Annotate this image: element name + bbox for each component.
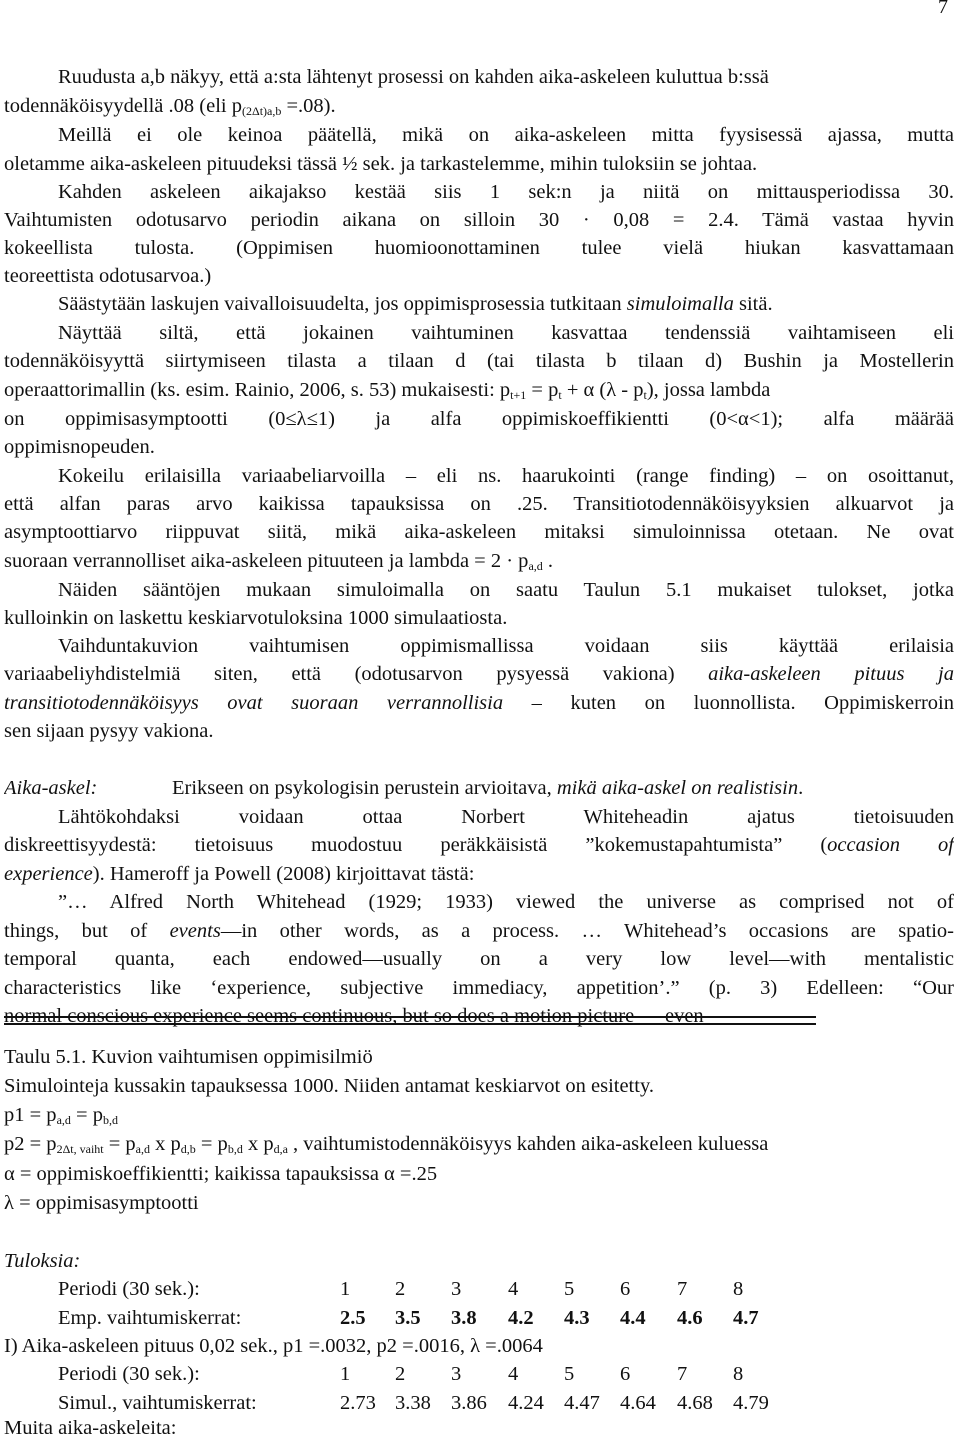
table-cell: 4.7 (733, 1307, 759, 1329)
text-line: että alfan paras arvo kaikissa tapauksissa on .25. Transitiotodennäköisyyksien alkuarvot ja (4, 493, 954, 515)
double-rule-top (4, 1016, 816, 1018)
table-cell: 4.79 (733, 1392, 769, 1414)
table-cell: 1 (340, 1363, 351, 1385)
text-line: todennäköisyyttä siirtymiseen tilasta a tilaan d (tai tilasta b tilaan d) Bushin ja Mostellerin (4, 350, 954, 372)
table-cell: 3.8 (451, 1307, 477, 1329)
table-cell: 5 (564, 1278, 575, 1300)
table-cell: 4.6 (677, 1307, 703, 1329)
quote-line: normal conscious experience seems continuous, but so does a motion picture — even (4, 1005, 704, 1027)
text-line: Näyttää siltä, että jokainen vaihtuminen kasvattaa tendenssiä vaihtamiseen eli (58, 322, 954, 344)
text-line: on oppimisasymptootti (0≤λ≤1) ja alfa oppimiskoeffikientti (0<α<1); alfa määrää (4, 408, 954, 430)
table-cell: 2.5 (340, 1307, 366, 1329)
table-cell: 3.38 (395, 1392, 431, 1414)
text-line: $p1 = p_{a,d} = p_{b,d}$ (4, 1104, 118, 1127)
row-label: Periodi (30 sek.): (58, 1278, 200, 1300)
text-line: oppimisnopeuden. (4, 436, 155, 458)
table-cell: 4 (508, 1363, 519, 1385)
table-cell: 8 (733, 1363, 744, 1385)
table-cell: 4.47 (564, 1392, 600, 1414)
text-line: asymptoottiarvo riippuvat siitä, mikä aika-askeleen mitaksi simuloinnissa otetaan. Ne ovat (4, 521, 954, 543)
table-cell: 2 (395, 1278, 406, 1300)
text-line: α = oppimiskoeffikientti; kaikissa tapauksissa α =.25 (4, 1163, 438, 1185)
table-cell: 3 (451, 1278, 462, 1300)
text-line: variaabeliyhdistelmiä siten, että (odotusarvon pysyessä vakiona) aika-askeleen pituus ja (4, 663, 954, 685)
row-label: Periodi (30 sek.): (58, 1363, 200, 1385)
results-heading: Tuloksia: (4, 1250, 81, 1272)
text-line: transitiotodennäköisyys ovat suoraan verrannollisia – kuten on luonnollista. Oppimiskerroin (4, 692, 954, 714)
text-line: Ruudusta a,b näkyy, että a:sta lähtenyt prosessi on kahden aika-askeleen kuluttua b:ssä (58, 66, 769, 88)
text-line: Meillä ei ole keinoa päätellä, mikä on aika-askeleen mitta fyysisessä ajassa, mutta (58, 124, 954, 146)
table-cell: 3.5 (395, 1307, 421, 1329)
table-cell: 4.24 (508, 1392, 544, 1414)
text-line: Säästytään laskujen vaivalloisuudelta, jos oppimisprosessia tutkitaan simuloimalla sitä. (58, 293, 773, 315)
table-cell: 7 (677, 1278, 688, 1300)
text-line: Erikseen on psykologisin perustein arvioitava, mikä aika-askel on realistisin. (172, 777, 804, 799)
table-cell: 4 (508, 1278, 519, 1300)
table-cell: 6 (620, 1363, 631, 1385)
text-line: operaattorimallin (ks. esim. Rainio, 2006, s. 53) mukaisesti: $p_{t+1} = p_t + \alpha$ $(\lambda - p_t)$, jossa lambda (4, 379, 771, 402)
row-label: Emp. vaihtumiskerrat: (58, 1307, 242, 1329)
text-line: Vaihduntakuvion vaihtumisen oppimismallissa voidaan siis käyttää erilaisia (58, 635, 954, 657)
table-cell: 4.2 (508, 1307, 534, 1329)
text-line: Näiden sääntöjen mukaan simuloimalla on saatu Taulun 5.1 mukaiset tulokset, jotka (58, 579, 954, 601)
text-line: I) Aika-askeleen pituus 0,02 sek., p1 =.0032, p2 =.0016, λ =.0064 (4, 1335, 543, 1357)
text-line: Simulointeja kussakin tapauksessa 1000. Niiden antamat keskiarvot on esitetty. (4, 1075, 654, 1097)
page-number: 7 (938, 0, 948, 18)
text-line: diskreettisyydestä: tietoisuus muodostuu peräkkäisistä ”kokemustapahtumista” (occasion of (4, 834, 954, 856)
text-line: Lähtökohdaksi voidaan ottaa Norbert Whiteheadin ajatus tietoisuuden (58, 806, 954, 828)
table-cell: 4.3 (564, 1307, 590, 1329)
table-cell: 8 (733, 1278, 744, 1300)
quote-line: things, but of events—in other words, as a process. … Whitehead’s occasions are spatio- (4, 920, 954, 942)
text-line: kulloinkin on laskettu keskiarvotuloksina 1000 simulaatiosta. (4, 607, 508, 629)
text-line: Kahden askeleen aikajakso kestää siis 1 sek:n ja niitä on mittausperiodissa 30. (58, 181, 954, 203)
table-cell: 7 (677, 1363, 688, 1385)
text-line: λ = oppimisasymptootti (4, 1192, 199, 1214)
table-cell: 1 (340, 1278, 351, 1300)
text-line: sen sijaan pysyy vakiona. (4, 720, 214, 742)
text-line: oletamme aika-askeleen pituudeksi tässä ½ sek. ja tarkastelemme, mihin tuloksiin se johtaa. (4, 153, 758, 175)
table-caption: Taulu 5.1. Kuvion vaihtumisen oppimisilmiö (4, 1046, 373, 1068)
quote-line: characteristics like ‘experience, subjective immediacy, appetition’.” (p. 3) Edelleen: “Our (4, 977, 954, 999)
table-cell: 2 (395, 1363, 406, 1385)
double-rule-bottom (4, 1023, 816, 1025)
row-label: Simul., vaihtumiskerrat: (58, 1392, 257, 1414)
table-cell: 3 (451, 1363, 462, 1385)
text-line: todennäköisyydellä .08 (eli $p_{(2\Delta t)a,b} =.08$). (4, 95, 336, 118)
quote-line: temporal quanta, each endowed—usually on a very low level—with mentalistic (4, 948, 954, 970)
text-line: teoreettista odotusarvoa.) (4, 265, 212, 287)
table-cell: 3.86 (451, 1392, 487, 1414)
text-line: experience). Hameroff ja Powell (2008) kirjoittavat tästä: (4, 863, 475, 885)
quote-line: ”… Alfred North Whitehead (1929; 1933) viewed the universe as comprised not of (58, 891, 954, 913)
table-cell: 6 (620, 1278, 631, 1300)
text-line: Muita aika-askeleita: (4, 1417, 177, 1439)
table-cell: 2.73 (340, 1392, 376, 1414)
text-line: $p2 = p_{2\Delta t, vaiht} = p_{a,d}$ x $p_{d,b} = p_{b,d}$ x $p_{d,a}$ , vaihtumistodennäköisyys kahden aika-askeleen kuluessa (4, 1133, 769, 1156)
text-line: Kokeilu erilaisilla variaabeliarvoilla – eli ns. haarukointi (range finding) – on osoittanut, (58, 465, 954, 487)
text-line: suoraan verrannolliset aika-askeleen pituuteen ja lambda = $2 \cdot p_{a,d}$ . (4, 550, 554, 573)
text-line: kokeellista tulosta. (Oppimisen huomioonottaminen tulee vielä hiukan kasvattamaan (4, 237, 954, 259)
table-cell: 4.68 (677, 1392, 713, 1414)
section-label: Aika-askel: (4, 777, 98, 799)
table-cell: 4.64 (620, 1392, 656, 1414)
table-cell: 4.4 (620, 1307, 646, 1329)
text-line: Vaihtumisten odotusarvo periodin aikana on silloin 30 · 0,08 = 2.4. Tämä vastaa hyvin (4, 209, 954, 231)
table-cell: 5 (564, 1363, 575, 1385)
